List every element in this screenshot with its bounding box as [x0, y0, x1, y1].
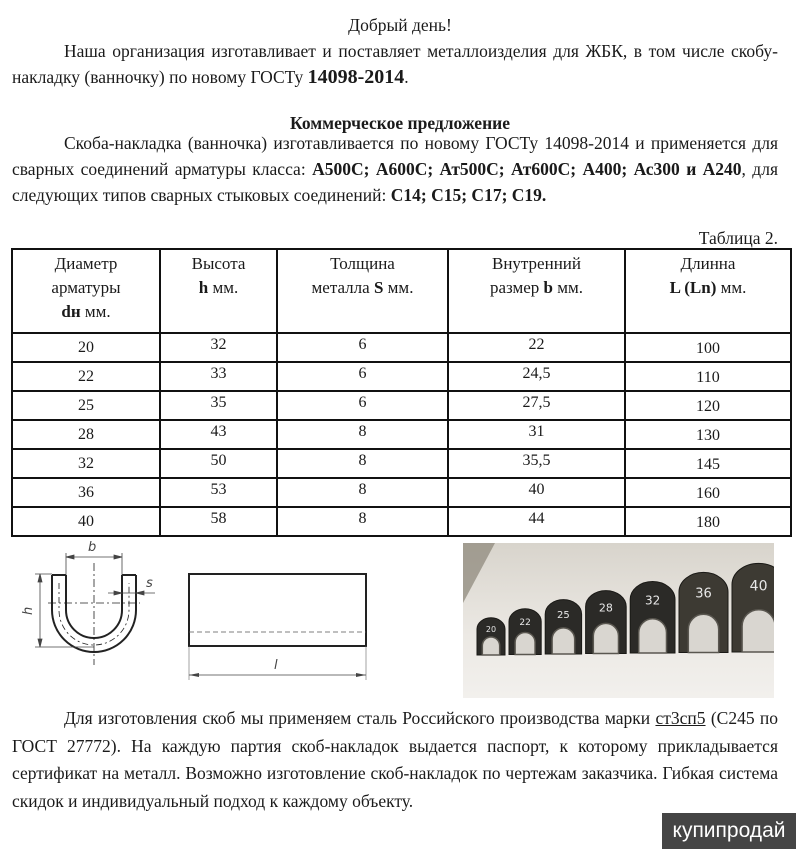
table-cell: 35 — [160, 391, 277, 420]
header-unit-line — [161, 276, 276, 300]
table-row — [12, 507, 791, 536]
piece-opening — [552, 628, 575, 654]
intro-standard: 14098-2014 — [307, 66, 405, 88]
cross-section-view — [48, 563, 140, 665]
product-piece — [477, 618, 505, 655]
header-unit: мм. — [383, 278, 414, 297]
table-cell: 110 — [625, 362, 791, 391]
header-line: Диаметр — [54, 254, 118, 273]
table-cell: 6 — [277, 391, 448, 420]
product-piece — [509, 609, 541, 655]
arrow-icon — [356, 673, 366, 677]
header-unit-line — [449, 276, 624, 300]
arrow-icon — [38, 639, 42, 647]
piece-label: 25 — [557, 610, 570, 622]
header-line: арматуры — [51, 278, 121, 297]
table-cell: 33 — [160, 362, 277, 391]
table-row — [12, 420, 791, 449]
header-line: Толщина — [330, 254, 395, 273]
label-s: s — [146, 576, 153, 591]
table-cell: 50 — [160, 449, 277, 478]
arrow-icon — [136, 591, 144, 595]
table-row — [12, 391, 791, 420]
header-diameter — [12, 249, 160, 333]
header-line: размер — [489, 278, 544, 297]
closing-paragraph — [12, 705, 778, 815]
intro-paragraph — [12, 38, 778, 90]
arrow-icon — [38, 574, 42, 582]
table-cell: 24,5 — [448, 362, 625, 391]
table-cell: 120 — [625, 391, 791, 420]
product-piece — [545, 600, 581, 654]
piece-opening — [688, 614, 718, 652]
table-cell: 35,5 — [448, 449, 625, 478]
spec-table — [11, 248, 792, 537]
piece-label: 20 — [485, 625, 497, 635]
table-cell: 31 — [448, 420, 625, 449]
table-cell: 32 — [160, 333, 277, 362]
arrow-icon — [66, 555, 74, 559]
closing-text-1: Для изготовления скоб мы применяем сталь Российского производства марки — [64, 708, 656, 728]
arrow-icon — [114, 591, 122, 595]
product-piece — [630, 581, 675, 653]
product-piece — [732, 563, 774, 652]
greeting: Добрый день! — [348, 15, 452, 35]
header-unit: мм. — [716, 278, 747, 297]
offer-classes: А500С; А600С; Ат500С; Ат600С; А400; Ас300 и А240 — [312, 159, 742, 179]
table-cell: 40 — [12, 507, 160, 536]
kupiprodai-watermark: купипродай — [662, 813, 796, 849]
table-cell: 36 — [12, 478, 160, 507]
table-cell: 44 — [448, 507, 625, 536]
closing-text-2: (С245 по ГОСТ 27772). На каждую партия скоб-накладок выдается паспорт, к которому прикладывается сертификат на металл. Возможно изготовление скоб-накладок по чертежам заказчика. Гибкая система скидок и индивидуальный подход к каждому объекту. — [12, 708, 778, 811]
piece-opening — [515, 632, 535, 654]
table-cell: 22 — [12, 362, 160, 391]
piece-label: 40 — [749, 578, 768, 595]
header-symbol: dн — [61, 302, 81, 321]
piece-opening — [639, 619, 667, 653]
label-b: b — [88, 540, 97, 555]
label-l: l — [274, 658, 278, 673]
table-cell: 27,5 — [448, 391, 625, 420]
header-symbol: h — [198, 278, 209, 297]
header-line: Длинна — [680, 254, 736, 273]
table-cell: 40 — [448, 478, 625, 507]
steel-grade: ст3сп5 — [655, 708, 706, 728]
table-row — [12, 362, 791, 391]
header-line: металла — [311, 278, 374, 297]
header-line: Высота — [191, 254, 246, 273]
table-header-row — [12, 249, 791, 333]
piece-opening — [742, 610, 774, 652]
piece-label: 32 — [644, 593, 661, 608]
product-piece — [679, 572, 728, 652]
label-h: h — [21, 606, 36, 615]
header-unit: мм. — [80, 302, 111, 321]
table-cell: 145 — [625, 449, 791, 478]
header-symbol: b — [543, 278, 554, 297]
table-cell: 100 — [625, 333, 791, 362]
product-photo — [463, 543, 774, 698]
header-unit: мм. — [208, 278, 239, 297]
header-unit-line — [13, 300, 159, 324]
table-cell: 25 — [12, 391, 160, 420]
table-cell: 6 — [277, 333, 448, 362]
piece-label: 22 — [519, 618, 531, 629]
header-symbol: L (Ln) — [669, 278, 717, 297]
table-cell: 20 — [12, 333, 160, 362]
offer-joints: С14; С15; С17; С19. — [390, 185, 547, 205]
table-cell: 28 — [12, 420, 160, 449]
table-row — [12, 478, 791, 507]
table-caption: Таблица 2. — [698, 228, 778, 248]
technical-drawing — [0, 535, 460, 695]
arrow-icon — [114, 555, 122, 559]
offer-title: Коммерческое предложение — [290, 113, 510, 133]
piece-opening — [482, 637, 499, 655]
table-cell: 58 — [160, 507, 277, 536]
header-length — [625, 249, 791, 333]
piece-label: 36 — [695, 586, 712, 602]
product-piece — [586, 591, 627, 654]
table-cell: 8 — [277, 478, 448, 507]
table-cell: 43 — [160, 420, 277, 449]
header-symbol: S — [373, 278, 384, 297]
offer-text-1: Скоба-накладка (ванночка) изготавливается по новому ГОСТу 14098-2014 и применяется для сварных соединений арматуры класса: — [12, 133, 778, 179]
table-cell: 130 — [625, 420, 791, 449]
table-cell: 8 — [277, 507, 448, 536]
piece-opening — [593, 623, 618, 653]
header-line: Внутренний — [491, 254, 581, 273]
table-cell: 53 — [160, 478, 277, 507]
table-cell: 8 — [277, 420, 448, 449]
table-cell: 180 — [625, 507, 791, 536]
header-height — [160, 249, 277, 333]
table-row — [12, 333, 791, 362]
table-cell: 22 — [448, 333, 625, 362]
side-view-outline — [189, 574, 366, 646]
intro-end: . — [404, 67, 409, 87]
arrow-icon — [189, 673, 199, 677]
header-unit-line — [626, 276, 790, 300]
table-cell: 160 — [625, 478, 791, 507]
table-cell: 6 — [277, 362, 448, 391]
intro-text: Наша организация изготавливает и поставляет металлоизделия для ЖБК, в том числе скобу-накладку (ванночку) по новому ГОСТу — [12, 41, 778, 87]
offer-text-2: , для следующих типов сварных стыковых соединений: — [12, 159, 778, 205]
table-row — [12, 449, 791, 478]
table-cell: 8 — [277, 449, 448, 478]
header-unit-line — [278, 276, 447, 300]
piece-label: 28 — [598, 601, 613, 615]
offer-paragraph — [12, 130, 778, 208]
header-inner-size — [448, 249, 625, 333]
header-thickness — [277, 249, 448, 333]
header-unit: мм. — [553, 278, 584, 297]
table-cell: 32 — [12, 449, 160, 478]
